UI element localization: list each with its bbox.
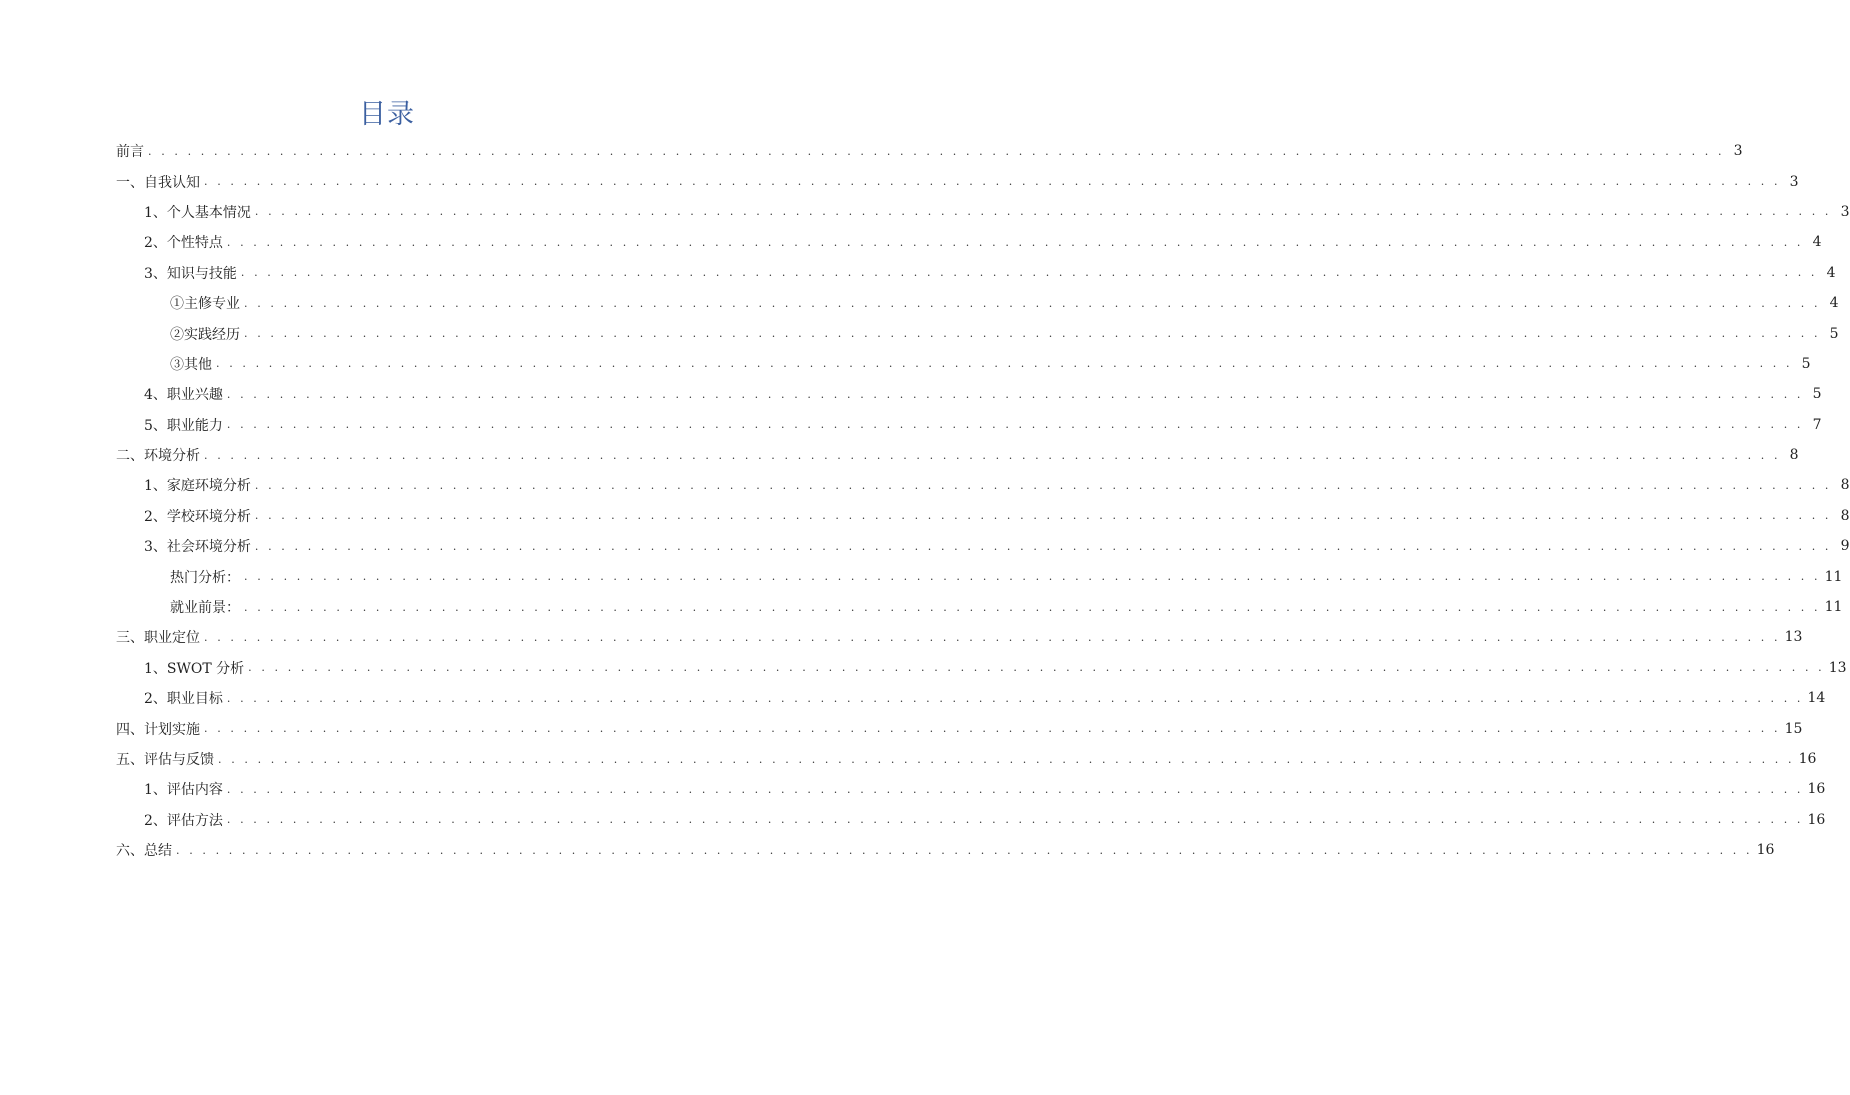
toc-entry[interactable] [116,653,1847,683]
toc-entry[interactable] [116,561,1843,591]
toc-entry[interactable] [116,774,1826,804]
toc-entry-page-number: 16 [1798,751,1817,767]
toc-leader-dots: . . . . . . . . . . . . . . . . . . . . . . . . . . . . . . . . . . . . . . . . . . . . . . . . . . . . . . . . . . . . . . . . . . . . . . . . . . . . . . . . . . . . . . . . . . . . . . . . . . . . . . . . . . . . . . . . . . . . . . . . [226,418,1804,432]
toc-leader-dots: . . . . . . . . . . . . . . . . . . . . . . . . . . . . . . . . . . . . . . . . . . . . . . . . . . . . . . . . . . . . . . . . . . . . . . . . . . . . . . . . . . . . . . . . . . . . . . . . . . . . . . . . . . . . . . . . . . . . . . . . [244,600,1821,614]
toc-leader-dots: . . . . . . . . . . . . . . . . . . . . . . . . . . . . . . . . . . . . . . . . . . . . . . . . . . . . . . . . . . . . . . . . . . . . . . . . . . . . . . . . . . . . . . . . . . . . . . . . . . . . . . . . . . . . . . . . . . . . . . . . [226,235,1804,249]
toc-entry-label: 五、评估与反馈 [116,752,214,768]
toc-entry[interactable] [116,288,1839,318]
toc-entry-label: 3、社会环境分析 [144,539,251,556]
toc-leader-dots: . . . . . . . . . . . . . . . . . . . . . . . . . . . . . . . . . . . . . . . . . . . . . . . . . . . . . . . . . . . . . . . . . . . . . . . . . . . . . . . . . . . . . . . . . . . . . . . . . . . . . . . . . . . . . . . . . . . . . . . . [254,478,1832,492]
toc-leader-dots: . . . . . . . . . . . . . . . . . . . . . . . . . . . . . . . . . . . . . . . . . . . . . . . . . . . . . . . . . . . . . . . . . . . . . . . . . . . . . . . . . . . . . . . . . . . . . . . . . . . . . . . . . . . . . . . . . . . . . . . . [204,722,1781,736]
toc-entry-label: 4、职业兴趣 [144,387,223,404]
toc-entry[interactable] [116,379,1822,409]
toc-leader-dots: . . . . . . . . . . . . . . . . . . . . . . . . . . . . . . . . . . . . . . . . . . . . . . . . . . . . . . . . . . . . . . . . . . . . . . . . . . . . . . . . . . . . . . . . . . . . . . . . . . . . . . . . . . . . . . . . . . . . . . . . [204,175,1781,189]
toc-entry-page-number: 13 [1828,659,1847,676]
toc-entry[interactable] [116,349,1811,379]
toc-entry-page-number: 5 [1812,386,1822,403]
toc-title: 目录 [359,99,415,130]
toc-entry-page-number: 5 [1829,325,1839,342]
toc-entry-page-number: 14 [1807,690,1826,707]
toc-entry-label: 1、评估内容 [144,782,223,799]
toc-entry-label: 3、知识与技能 [144,265,237,282]
toc-entry-page-number: 13 [1784,629,1803,646]
toc-entry-label: 二、环境分析 [116,448,200,465]
toc-entry-page-number: 8 [1789,447,1799,464]
toc-entry-label: 1、个人基本情况 [144,204,251,221]
toc-entry-page-number: 4 [1812,234,1822,251]
toc-entry-page-number: 4 [1826,264,1836,281]
toc-leader-dots: . . . . . . . . . . . . . . . . . . . . . . . . . . . . . . . . . . . . . . . . . . . . . . . . . . . . . . . . . . . . . . . . . . . . . . . . . . . . . . . . . . . . . . . . . . . . . . . . . . . . . . . . . . . . . . . . . . . . . . . . [254,539,1832,553]
toc-entry[interactable] [116,744,1817,774]
toc-entry-label: 前言 [116,144,144,161]
toc-entry[interactable] [116,410,1822,440]
toc-entry[interactable] [116,197,1850,227]
toc-entry-page-number: 4 [1829,295,1839,312]
toc-entry[interactable] [116,318,1839,348]
toc-leader-dots: . . . . . . . . . . . . . . . . . . . . . . . . . . . . . . . . . . . . . . . . . . . . . . . . . . . . . . . . . . . . . . . . . . . . . . . . . . . . . . . . . . . . . . . . . . . . . . . . . . . . . . . . . . . . . . . . . . . . . . . . [254,205,1832,219]
toc-entry-page-number: 16 [1807,811,1826,828]
toc-entry-label: 三、职业定位 [116,630,200,647]
toc-entry-page-number: 9 [1840,538,1850,555]
toc-leader-dots: . . . . . . . . . . . . . . . . . . . . . . . . . . . . . . . . . . . . . . . . . . . . . . . . . . . . . . . . . . . . . . . . . . . . . . . . . . . . . . . . . . . . . . . . . . . . . . . . . . . . . . . . . . . . . . . . . . . . . . . . [226,782,1804,796]
toc-entry-label: 热门分析： [170,569,240,586]
toc-entry[interactable] [116,166,1799,196]
toc-entry[interactable] [116,805,1826,835]
toc-entry-page-number: 15 [1784,720,1803,737]
toc-leader-dots: . . . . . . . . . . . . . . . . . . . . . . . . . . . . . . . . . . . . . . . . . . . . . . . . . . . . . . . . . . . . . . . . . . . . . . . . . . . . . . . . . . . . . . . . . . . . . . . . . . . . . . . . . . . . . . . . . . . . . . . . [248,661,1825,675]
toc-leader-dots: . . . . . . . . . . . . . . . . . . . . . . . . . . . . . . . . . . . . . . . . . . . . . . . . . . . . . . . . . . . . . . . . . . . . . . . . . . . . . . . . . . . . . . . . . . . . . . . . . . . . . . . . . . . . . . . . . . . . . . . . [226,813,1804,827]
toc-entry[interactable] [116,622,1803,652]
toc-entry[interactable] [116,227,1822,257]
toc-entry[interactable] [116,470,1850,500]
toc-entry-page-number: 11 [1824,599,1843,616]
toc-leader-dots: . . . . . . . . . . . . . . . . . . . . . . . . . . . . . . . . . . . . . . . . . . . . . . . . . . . . . . . . . . . . . . . . . . . . . . . . . . . . . . . . . . . . . . . . . . . . . . . . . . . . . . . . . . . . . . . . . . . . . . . . [244,570,1821,584]
toc-leader-dots: . . . . . . . . . . . . . . . . . . . . . . . . . . . . . . . . . . . . . . . . . . . . . . . . . . . . . . . . . . . . . . . . . . . . . . . . . . . . . . . . . . . . . . . . . . . . . . . . . . . . . . . . . . . . . . . . . . . . . . . . [226,387,1804,401]
toc-entry-page-number: 3 [1789,173,1799,190]
toc-leader-dots: . . . . . . . . . . . . . . . . . . . . . . . . . . . . . . . . . . . . . . . . . . . . . . . . . . . . . . . . . . . . . . . . . . . . . . . . . . . . . . . . . . . . . . . . . . . . . . . . . . . . . . . . . . . . . . . . . . . . . . . . [244,327,1821,341]
toc-leader-dots: . . . . . . . . . . . . . . . . . . . . . . . . . . . . . . . . . . . . . . . . . . . . . . . . . . . . . . . . . . . . . . . . . . . . . . . . . . . . . . . . . . . . . . . . . . . . . . . . . . . . . . . . . . . . . . . . . . . . . . . . [148,144,1725,158]
toc-leader-dots: . . . . . . . . . . . . . . . . . . . . . . . . . . . . . . . . . . . . . . . . . . . . . . . . . . . . . . . . . . . . . . . . . . . . . . . . . . . . . . . . . . . . . . . . . . . . . . . . . . . . . . . . . . . . . . . . . . . . . . . . [176,843,1753,857]
toc-entry-label: ③其他 [170,356,212,373]
toc-entry[interactable] [116,136,1743,166]
toc-entry-label: 2、职业目标 [144,691,223,708]
toc-entry-label: 一、自我认知 [116,174,200,191]
toc-entry[interactable] [116,501,1850,531]
toc-entry-page-number: 16 [1807,781,1826,798]
toc-entry-page-number: 3 [1733,143,1743,160]
toc-leader-dots: . . . . . . . . . . . . . . . . . . . . . . . . . . . . . . . . . . . . . . . . . . . . . . . . . . . . . . . . . . . . . . . . . . . . . . . . . . . . . . . . . . . . . . . . . . . . . . . . . . . . . . . . . . . . . . . . . . . . . . . . [216,357,1793,371]
toc-entry-page-number: 8 [1840,507,1850,524]
toc-entry-page-number: 8 [1840,477,1850,494]
toc-leader-dots: . . . . . . . . . . . . . . . . . . . . . . . . . . . . . . . . . . . . . . . . . . . . . . . . . . . . . . . . . . . . . . . . . . . . . . . . . . . . . . . . . . . . . . . . . . . . . . . . . . . . . . . . . . . . . . . . . . . . . . . . [226,691,1804,705]
toc-leader-dots: . . . . . . . . . . . . . . . . . . . . . . . . . . . . . . . . . . . . . . . . . . . . . . . . . . . . . . . . . . . . . . . . . . . . . . . . . . . . . . . . . . . . . . . . . . . . . . . . . . . . . . . . . . . . . . . . . . . . . . . . [218,752,1795,766]
toc-entry-label: 5、职业能力 [144,417,223,434]
toc-entry[interactable] [116,440,1799,470]
toc-entry-label: 就业前景： [170,600,240,617]
toc-entry[interactable] [116,592,1843,622]
toc-entry[interactable] [116,683,1826,713]
toc-leader-dots: . . . . . . . . . . . . . . . . . . . . . . . . . . . . . . . . . . . . . . . . . . . . . . . . . . . . . . . . . . . . . . . . . . . . . . . . . . . . . . . . . . . . . . . . . . . . . . . . . . . . . . . . . . . . . . . . . . . . . . . . [240,266,1818,280]
toc-leader-dots: . . . . . . . . . . . . . . . . . . . . . . . . . . . . . . . . . . . . . . . . . . . . . . . . . . . . . . . . . . . . . . . . . . . . . . . . . . . . . . . . . . . . . . . . . . . . . . . . . . . . . . . . . . . . . . . . . . . . . . . . [204,448,1781,462]
toc-entry-label: 六、总结 [116,843,172,860]
toc-entry[interactable] [116,835,1775,865]
toc-entry-page-number: 11 [1824,568,1843,585]
toc-entry-label: ①主修专业 [170,296,240,313]
toc-entry-label: 四、计划实施 [116,721,200,738]
toc-entry-label: ②实践经历 [170,326,240,343]
toc-entry-label: 2、学校环境分析 [144,508,251,525]
toc-entry[interactable] [116,258,1836,288]
toc-entry-page-number: 3 [1840,203,1850,220]
toc-entry[interactable] [116,531,1850,561]
toc-entry-label: 2、评估方法 [144,812,223,829]
toc-entry-page-number: 16 [1756,842,1775,859]
toc-list [116,136,1850,865]
toc-leader-dots: . . . . . . . . . . . . . . . . . . . . . . . . . . . . . . . . . . . . . . . . . . . . . . . . . . . . . . . . . . . . . . . . . . . . . . . . . . . . . . . . . . . . . . . . . . . . . . . . . . . . . . . . . . . . . . . . . . . . . . . . [254,509,1832,523]
toc-entry[interactable] [116,713,1803,743]
toc-leader-dots: . . . . . . . . . . . . . . . . . . . . . . . . . . . . . . . . . . . . . . . . . . . . . . . . . . . . . . . . . . . . . . . . . . . . . . . . . . . . . . . . . . . . . . . . . . . . . . . . . . . . . . . . . . . . . . . . . . . . . . . . [204,630,1781,644]
toc-entry-label: 1、家庭环境分析 [144,478,251,495]
toc-entry-label: 2、个性特点 [144,235,223,252]
toc-entry-page-number: 5 [1801,355,1811,372]
toc-entry-page-number: 7 [1812,416,1822,433]
toc-entry-label: 1、SWOT 分析 [144,660,245,677]
toc-leader-dots: . . . . . . . . . . . . . . . . . . . . . . . . . . . . . . . . . . . . . . . . . . . . . . . . . . . . . . . . . . . . . . . . . . . . . . . . . . . . . . . . . . . . . . . . . . . . . . . . . . . . . . . . . . . . . . . . . . . . . . . . [244,296,1821,310]
